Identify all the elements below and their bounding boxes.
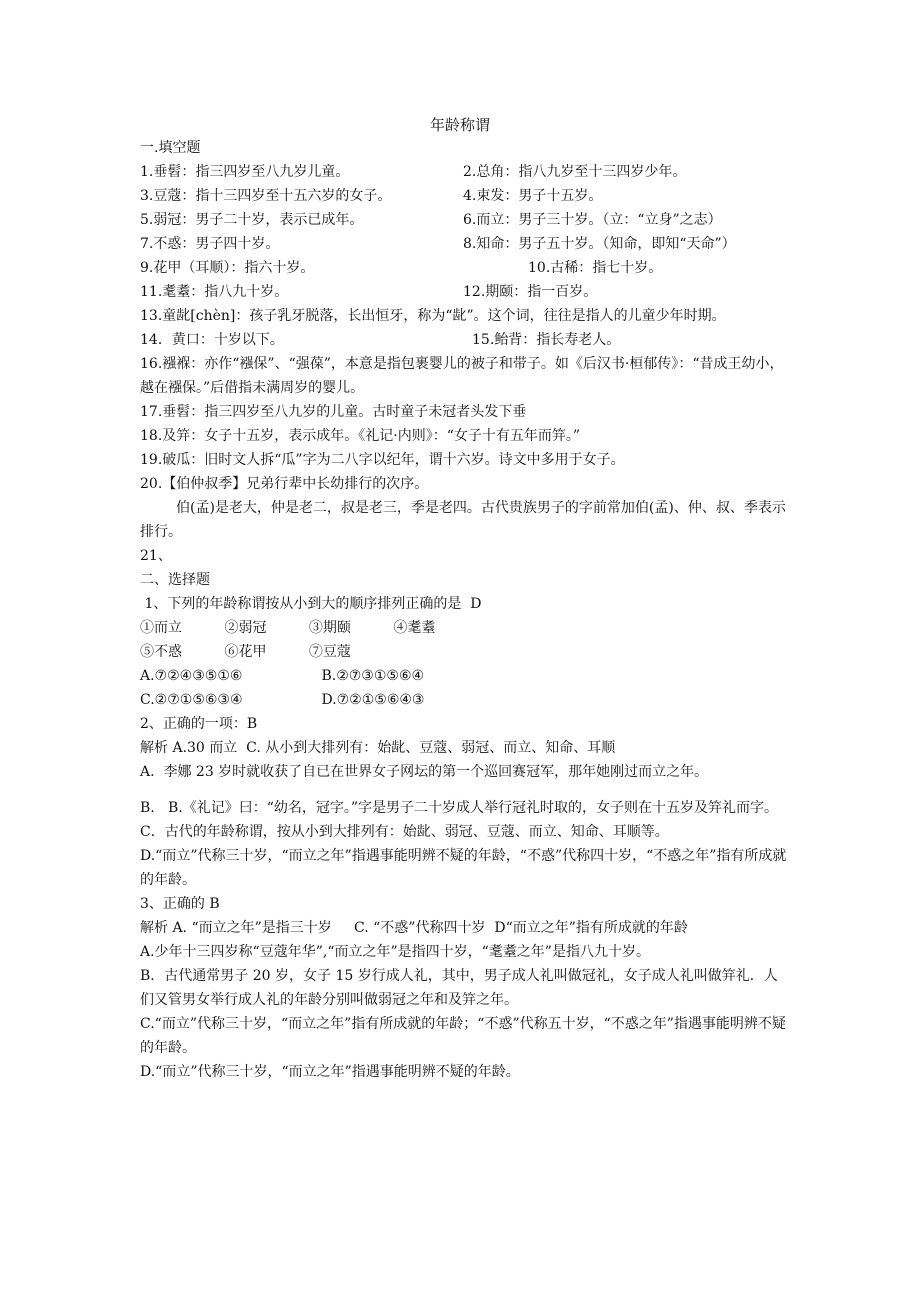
question-1-options: [140, 616, 790, 640]
term-item: 19.破瓜：旧时文人拆“瓜”字为二八字以纪年，谓十六岁。诗文中多用于女子。: [140, 452, 625, 468]
question-3-analysis: 解析 A. “而立之年”是指三十岁 C. “不惑”代称四十岁 D“而立之年”指有所成就的年龄: [140, 920, 688, 936]
answer-choices: [140, 688, 790, 712]
option-item: ⑤不惑: [140, 644, 182, 660]
page-title: 年龄称谓: [429, 116, 490, 134]
term-item: 21、: [140, 548, 172, 564]
term-item: 12.期颐：指一百岁。: [463, 284, 598, 300]
answer-choice: B.②⑦③①⑤⑥④: [321, 668, 425, 684]
term-item: 13.童龀[chèn]：孩子乳牙脱落，长出恒牙，称为“龀”。这个词，往往是指人的儿童少年时期。: [140, 308, 726, 324]
term-item: 15.鲐背：指长寿老人。: [472, 332, 621, 348]
option-text: B.《礼记》曰：“幼名，冠字。”字是男子二十岁成人举行冠礼时取的，女子则在十五岁及笄礼而字。: [168, 800, 779, 816]
term-item: 7.不惑：男子四十岁。: [140, 236, 280, 252]
term-row: [140, 280, 790, 304]
question-2-option-b: [140, 796, 790, 820]
question-3-option-b: B．古代通常男子 20 岁，女子 15 岁行成人礼，其中，男子成人礼叫做冠礼，女子成人礼叫做笄礼．人们又管男女举行成人礼的年龄分别叫做弱冠之年和及笄之年。: [140, 968, 778, 1008]
option-item: ⑦豆蔻: [308, 644, 351, 660]
term-row: [140, 208, 790, 232]
term-item: 17.垂髫：指三四岁至八九岁的儿童。古时童子未冠者头发下垂: [140, 404, 527, 420]
section1-heading: 一.填空题: [140, 140, 201, 156]
term-item: 5.弱冠：男子二十岁，表示已成年。: [140, 212, 364, 228]
term-item: 2.总角：指八九岁至十三四岁少年。: [463, 164, 687, 180]
question-3-option-c: C.“而立”代称三十岁，“而立之年”指有所成就的年龄；“不惑”代称五十岁，“不惑之年”指遇事能明辨不疑的年龄。: [140, 1016, 786, 1056]
question-2-stem: 2、正确的一项：B: [140, 716, 258, 732]
question-1-stem: 1、下列的年龄称谓按从小到大的顺序排列正确的是 D: [140, 596, 482, 612]
option-item: ④耄耋: [393, 620, 436, 636]
question-2-option-d: D.“而立”代称三十岁，“而立之年”指遇事能明辨不疑的年龄，“不惑”代称四十岁，“不惑之年”指有所成就的年龄。: [140, 848, 787, 888]
answer-choices: [140, 664, 790, 688]
answer-choice: D.⑦②①⑤⑥④③: [321, 692, 425, 708]
term-row: [140, 184, 790, 208]
term-row: [140, 328, 790, 352]
term-item: 4.束发：男子十五岁。: [463, 188, 603, 204]
section2-heading: 二、选择题: [140, 572, 210, 588]
option-item: ⑥花甲: [224, 644, 267, 660]
question-3-option-a: A.少年十三四岁称“豆蔻年华”,“而立之年”是指四十岁，“耄耋之年”是指八九十岁。: [140, 944, 650, 960]
term-item: 20.【伯仲叔季】兄弟行辈中长幼排行的次序。: [140, 476, 429, 492]
term-item: 10.古稀：指七十岁。: [528, 260, 663, 276]
term-item: 6.而立：男子三十岁。（立：“立身”之志）: [463, 212, 722, 228]
term-item: 1.垂髫：指三四岁至八九岁儿童。: [140, 164, 350, 180]
term-item: 11.耄耋：指八九十岁。: [140, 284, 289, 300]
term-row: [140, 160, 790, 184]
option-item: ②弱冠: [224, 620, 267, 636]
question-3-stem: 3、正确的 B: [140, 896, 220, 912]
question-2-option-a: A. 李娜 23 岁时就收获了自已在世界女子网坛的第一个巡回赛冠军，那年她刚过而立之年。: [140, 764, 709, 780]
question-2-option-c: C．古代的年龄称谓，按从小到大排列有：始龀、弱冠、豆蔻、而立、知命、耳顺等。: [140, 824, 669, 840]
answer-choice: C.②⑦①⑤⑥③④: [140, 692, 243, 708]
question-2-analysis: 解析 A.30 而立 C. 从小到大排列有：始龀、豆蔻、弱冠、而立、知命、耳顺: [140, 740, 616, 756]
question-3-option-d: D.“而立”代称三十岁，“而立之年”指遇事能明辨不疑的年龄。: [140, 1064, 520, 1080]
answer-choice: A.⑦②④③⑤①⑥: [140, 668, 243, 684]
document-body: [140, 136, 790, 1084]
term-item: 3.豆蔻：指十三四岁至十五六岁的女子。: [140, 188, 392, 204]
term-item: 14．黄口：十岁以下。: [140, 332, 284, 348]
term-item: 8.知命：男子五十岁。（知命，即知“天命”）: [463, 236, 736, 252]
term-item: 9.花甲（耳顺）：指六十岁。: [140, 260, 315, 276]
term-item: 16.襁褓：亦作“襁保”、“强葆”，本意是指包裹婴儿的被子和带子。如《后汉书·桓郁传》：“昔成王幼小，越在襁保。”后借指未满周岁的婴儿。: [140, 356, 784, 396]
question-1-options: [140, 640, 790, 664]
term-item: 18.及笄：女子十五岁，表示成年。《礼记·内则》：“女子十有五年而笄。”: [140, 428, 581, 444]
term-item: 伯(孟)是老大，仲是老二，叔是老三，季是老四。古代贵族男子的字前常加伯(孟)、仲、叔、季表示排行。: [140, 500, 786, 540]
term-row: [140, 232, 790, 256]
option-item: ③期颐: [308, 620, 351, 636]
option-item: ①而立: [140, 620, 182, 636]
option-label: B.: [140, 800, 155, 816]
term-row: [140, 256, 790, 280]
